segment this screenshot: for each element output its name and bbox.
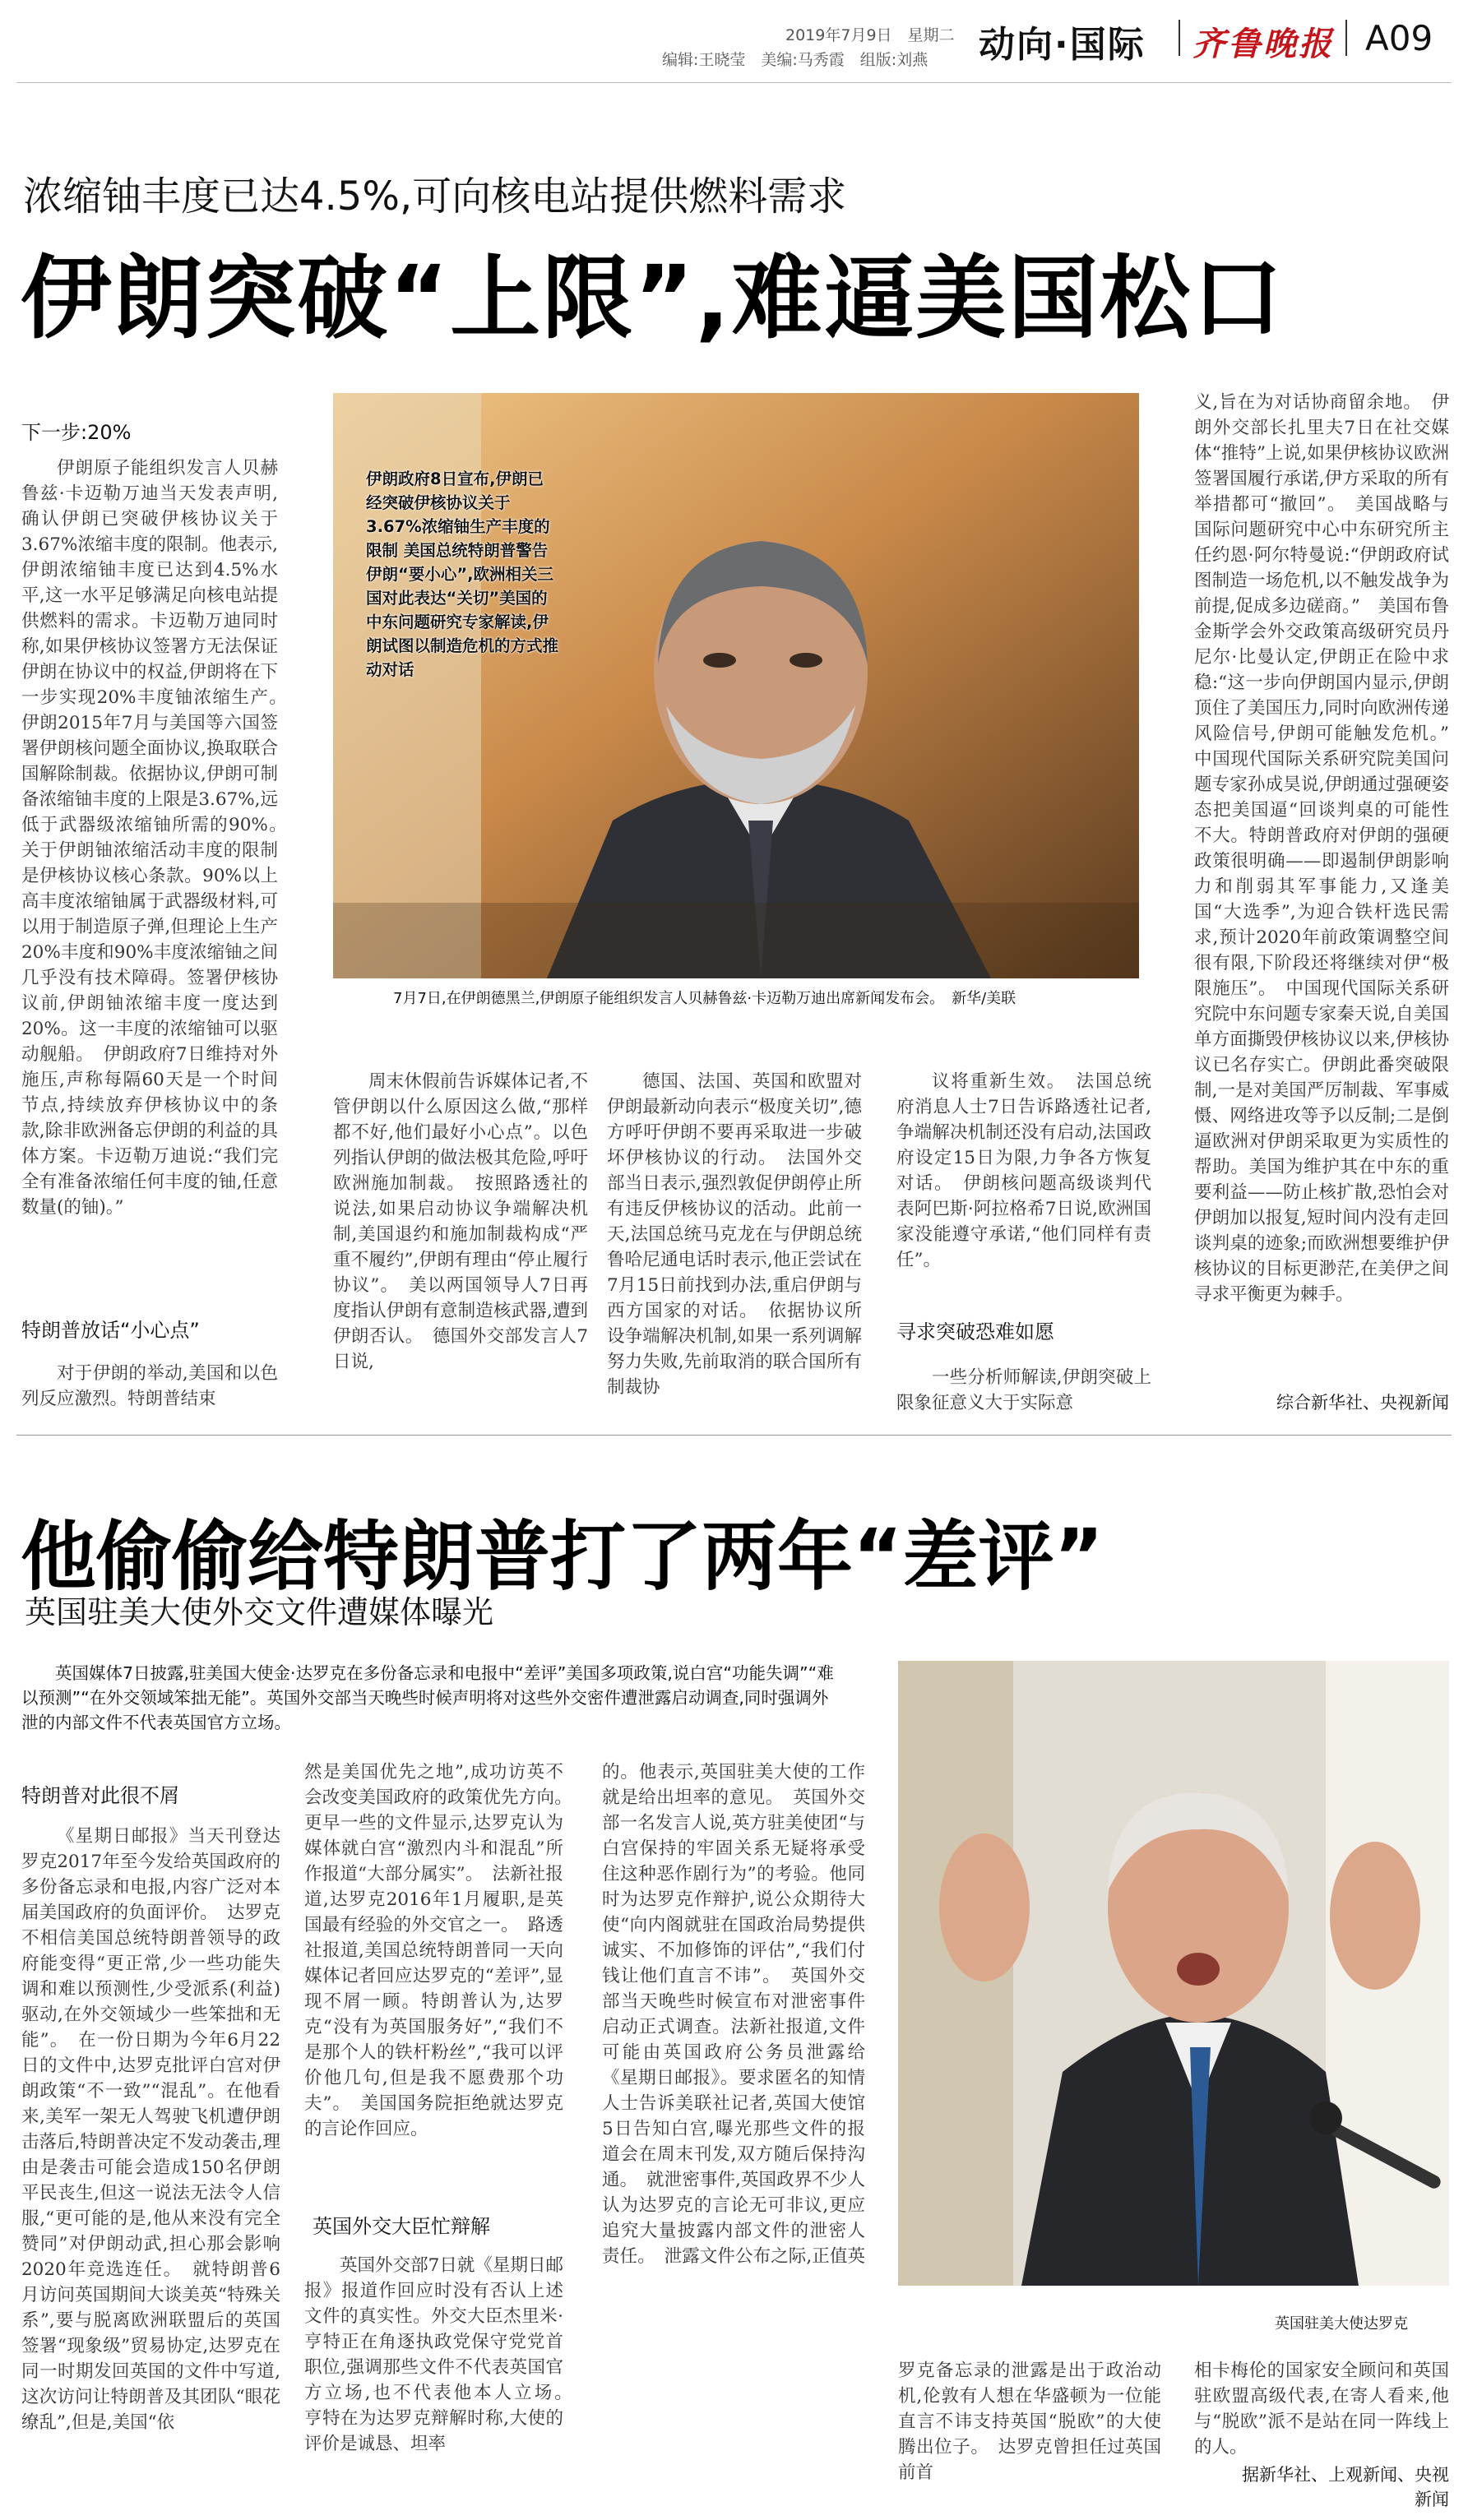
article1-col1b: 对于伊朗的举动,美国和以色列反应激烈。特朗普结束 xyxy=(21,1363,278,1409)
article2-section-title: 英国外交大臣忙辩解 xyxy=(313,2215,490,2238)
article2-col4: 罗克备忘录的泄露是出于政治动机,伦敦有人想在华盛顿为一位能直言不讳支持英国“脱欧”的大使腾出位子。 达罗克曾担任过英国前首 xyxy=(898,2360,1161,2483)
article1-section-title: 特朗普放话“小心点” xyxy=(21,1319,200,1342)
article2-lead: 英国媒体7日披露,驻美国大使金·达罗克在多份备忘录和电报中“差评”美国多项政策,说白宫“功能失调”“难以预测”“在外交领域笨拙无能”。英国外交部当天晚些时候声明将对这些外交密件遭泄露启动调查,同时强调外泄的内部文件不代表英国官方立场。 xyxy=(21,1663,834,1732)
article1-source-credit: 综合新华社、央视新闻 xyxy=(1276,1393,1449,1413)
article2-headline: 他偷偷给特朗普打了两年“差评” xyxy=(21,1513,1104,1601)
article1-col5: 义,旨在为对话协商留余地。 伊朗外交部长扎里夫7日在社交媒体“推特”上说,如果伊核协议欧洲签署国履行承诺,伊方采取的所有举措都可“撤回”。 美国战略与国际问题研究中心中东研究所主任约恩·阿尔特曼说:“伊朗政府试图制造一场危机,以不触发战争为前提,促成多边磋商。” 美国布鲁金斯学会外交政策高级研究员丹尼尔·比曼认定,伊朗正在险中求稳:“这一步向伊朗国内显示,伊朗顶住了美国压力,同时向欧洲传递风险信号,伊朗可能触发危机。” 中国现代国际关系研究院美国问题专家孙成昊说,伊朗通过强硬姿态把美国逼“回谈判桌的可能性不大。特朗普政府对伊朗的强硬政策很明确——即遏制伊朗影响力和削弱其军事能力,又逢美国“大选季”,为迎合铁杆选民需求,预计2020年前政策调整空间很有限,下阶段还将继续对伊“极限施压”。 中国现代国际关系研究院中东问题专家秦天说,自美国单方面撕毁伊核协议以来,伊核协议已名存实亡。伊朗此番突破限制,一是对美国严厉制裁、军事威慑、网络进攻等予以反制;二是倒逼欧洲对伊朗采取更为实质性的帮助。美国为维护其在中东的重要利益——防止核扩散,恐怕会对伊朗加以报复,短时间内没有走回谈判桌的迹象;而欧洲想要维护伊核协议的目标更渺茫,在美伊之间寻求平衡更为棘手。 xyxy=(1194,392,1449,1305)
article1-photo-caption: 7月7日,在伊朗德黑兰,伊朗原子能组织发言人贝赫鲁兹·卡迈勒万迪出席新闻发布会。 新华/美联 xyxy=(393,990,1016,1007)
article1-subheadline: 浓缩铀丰度已达4.5%,可向核电站提供燃料需求 xyxy=(23,173,847,220)
article2-subheadline: 英国驻美大使外交文件遭媒体曝光 xyxy=(25,1594,494,1630)
article1-section-title: 下一步:20% xyxy=(21,421,132,444)
article1-col4b: 一些分析师解读,伊朗突破上限象征意义大于实际意 xyxy=(896,1367,1151,1413)
article1-section-title: 寻求突破恐难如愿 xyxy=(896,1320,1054,1343)
ambassador-photo xyxy=(898,1661,1449,2286)
article1-photo xyxy=(333,393,1139,978)
editor-credits: 编辑:王晓莹 美编:马秀霞 组版:刘燕 xyxy=(662,51,928,69)
article1-col4: 议将重新生效。 法国总统府消息人士7日告诉路透社记者,争端解决机制还没有启动,法国政府设定15日为限,力争各方恢复对话。 伊朗核问题高级谈判代表阿巴斯·阿拉格希7日说,欧洲国家没能遵守承诺,“他们同样有责任”。 xyxy=(896,1071,1151,1270)
article1-col2: 周末休假前告诉媒体记者,不管伊朗以什么原因这么做,“那样都不好,他们最好小心点”。以色列指认伊朗的做法极其危险,呼吁欧洲施加制裁。 按照路透社的说法,如果启动协议争端解决机制,美国退约和施加制裁构成“严重不履约”,伊朗有理由“停止履行协议”。 美以两国领导人7日再度指认伊朗有意制造核武器,遭到伊朗否认。 德国外交部发言人7日说, xyxy=(333,1071,588,1372)
article2-section-title: 特朗普对此很不屑 xyxy=(21,1784,179,1807)
photo-overlay-summary: 伊朗政府8日宣布,伊朗已经突破伊核协议关于3.67%浓缩铀生产丰度的限制 美国总统特朗普警告伊朗“要小心”,欧洲相关三国对此表达“关切”美国的中东问题研究专家解读,伊朗试图以制造危机的方式推动对话 xyxy=(366,469,559,679)
article2-col2b: 英国外交部7日就《星期日邮报》报道作回应时没有否认上述文件的真实性。外交大臣杰里米·亨特正在角逐执政党保守党党首职位,强调那些文件不代表英国官方立场,也不代表他本人立场。 亨特在为达罗克辩解时称,大使的评价是诚恳、坦率 xyxy=(304,2255,563,2454)
article2-source-credit: 据新华社、上观新闻、央视新闻 xyxy=(1242,2465,1449,2509)
article2-photo-caption: 英国驻美大使达罗克 xyxy=(1275,2315,1408,2333)
article1-col1: 伊朗原子能组织发言人贝赫鲁兹·卡迈勒万迪当天发表声明,确认伊朗已突破伊核协议关于3.67%浓缩丰度的限制。他表示,伊朗浓缩铀丰度已达到4.5%水平,这一水平足够满足向核电站提供燃料的需求。卡迈勒万迪同时称,如果伊核协议签署方无法保证伊朗在协议中的权益,伊朗将在下一步实现20%丰度铀浓缩生产。 伊朗2015年7月与美国等六国签署伊朗核问题全面协议,换取联合国解除制裁。依据协议,伊朗可制备浓缩铀丰度的上限是3.67%,远低于武器级浓缩铀所需的90%。 关于伊朗铀浓缩活动丰度的限制是伊核协议核心条款。90%以上高丰度浓缩铀属于武器级材料,可以用于制造原子弹,但理论上生产20%丰度和90%丰度浓缩铀之间几乎没有技术障碍。签署伊核协议前,伊朗铀浓缩丰度一度达到20%。这一丰度的浓缩铀可以驱动舰船。 伊朗政府7日维持对外施压,声称每隔60天是一个时间节点,持续放弃伊核协议中的条款,除非欧洲备忘伊朗的利益的具体方案。卡迈勒万迪说:“我们完全有准备浓缩任何丰度的铀,任意数量(的铀)。” xyxy=(21,458,278,1218)
article1-col3: 德国、法国、英国和欧盟对伊朗最新动向表示“极度关切”,德方呼吁伊朗不要再采取进一步破坏伊核协议的行动。 法国外交部当日表示,强烈敦促伊朗停止所有违反伊核协议的活动。此前一天,法国总统马克龙在与伊朗总统鲁哈尼通电话时表示,他正尝试在7月15日前找到办法,重启伊朗与西方国家的对话。 依据协议所设争端解决机制,如果一系列调解努力失败,先前取消的联合国所有制裁协 xyxy=(607,1071,862,1398)
article1-headline: 伊朗突破“上限”,难逼美国松口 xyxy=(21,246,1285,351)
article2-col3: 的。他表示,英国驻美大使的工作就是给出坦率的意见。 英国外交部一名发言人说,英方驻美使团“与白宫保持的牢固关系无疑将承受住这种恶作剧行为”的考验。他同时为达罗克作辩护,说公众期待大使“向内阁就驻在国政治局势提供诚实、不加修饰的评估”,“我们付钱让他们直言不讳”。 英国外交部当天晚些时候宣布对泄密事件启动正式调查。法新社报道,文件可能由英国政府公务员泄露给《星期日邮报》。要求匿名的知情人士告诉美联社记者,英国大使馆5日告知白宫,曝光那些文件的报道会在周末刊发,双方随后保持沟通。 就泄密事件,英国政界不少人认为达罗克的言论无可非议,更应追究大量披露内部文件的泄密人责任。 泄露文件公布之际,正值英 xyxy=(602,1762,865,2267)
header-rule xyxy=(16,82,1452,83)
issue-date: 2019年7月9日 星期二 xyxy=(785,26,955,44)
header-divider xyxy=(1179,20,1180,56)
article2-col5: 相卡梅伦的国家安全顾问和英国驻欧盟高级代表,在寄人看来,他与“脱欧”派不是站在同一阵线上的人。 xyxy=(1194,2360,1449,2458)
article-divider xyxy=(16,1435,1452,1436)
article2-photo xyxy=(898,1661,1449,2286)
newspaper-logo: 齐鲁晚报 xyxy=(1192,25,1334,63)
section-name: 动向·国际 xyxy=(979,24,1146,66)
page-number: A09 xyxy=(1365,18,1433,58)
article2-col1: 《星期日邮报》当天刊登达罗克2017年至今发给英国政府的多份备忘录和电报,内容广泛对本届美国政府的负面评价。 达罗克不相信美国总统特朗普领导的政府能变得“更正常,少一些功能失调和难以预测性,少受派系(利益)驱动,在外交领域少一些笨拙和无能”。 在一份日期为今年6月22日的文件中,达罗克批评白宫对伊朗政策“不一致”“混乱”。在他看来,美军一架无人驾驶飞机遭伊朗击落后,特朗普决定不发动袭击,理由是袭击可能会造成150名伊朗平民丧生,但这一说法无法令人信服,“更可能的是,他从来没有完全赞同”对伊朗动武,担心那会影响2020年竞选连任。 就特朗普6月访问英国期间大谈美英“特殊关系”,要与脱离欧洲联盟后的英国签署“现象级”贸易协定,达罗克在同一时期发回英国的文件中写道,这次访问让特朗普及其团队“眼花缭乱”,但是,美国“依 xyxy=(21,1826,280,2433)
header-divider xyxy=(1345,20,1347,56)
article2-col2: 然是美国优先之地”,成功访英不会改变美国政府的政策优先方向。 更早一些的文件显示,达罗克认为媒体就白宫“激烈内斗和混乱”所作报道“大部分属实”。 法新社报道,达罗克2016年1月履职,是英国最有经验的外交官之一。 路透社报道,美国总统特朗普同一天向媒体记者回应达罗克的“差评”,显现不屑一顾。特朗普认为,达罗克“没有为英国服务好”,“我们不是那个人的铁杆粉丝”,“我可以评价他几句,但是我不愿费那个功夫”。 美国国务院拒绝就达罗克的言论作回应。 xyxy=(304,1762,563,2139)
